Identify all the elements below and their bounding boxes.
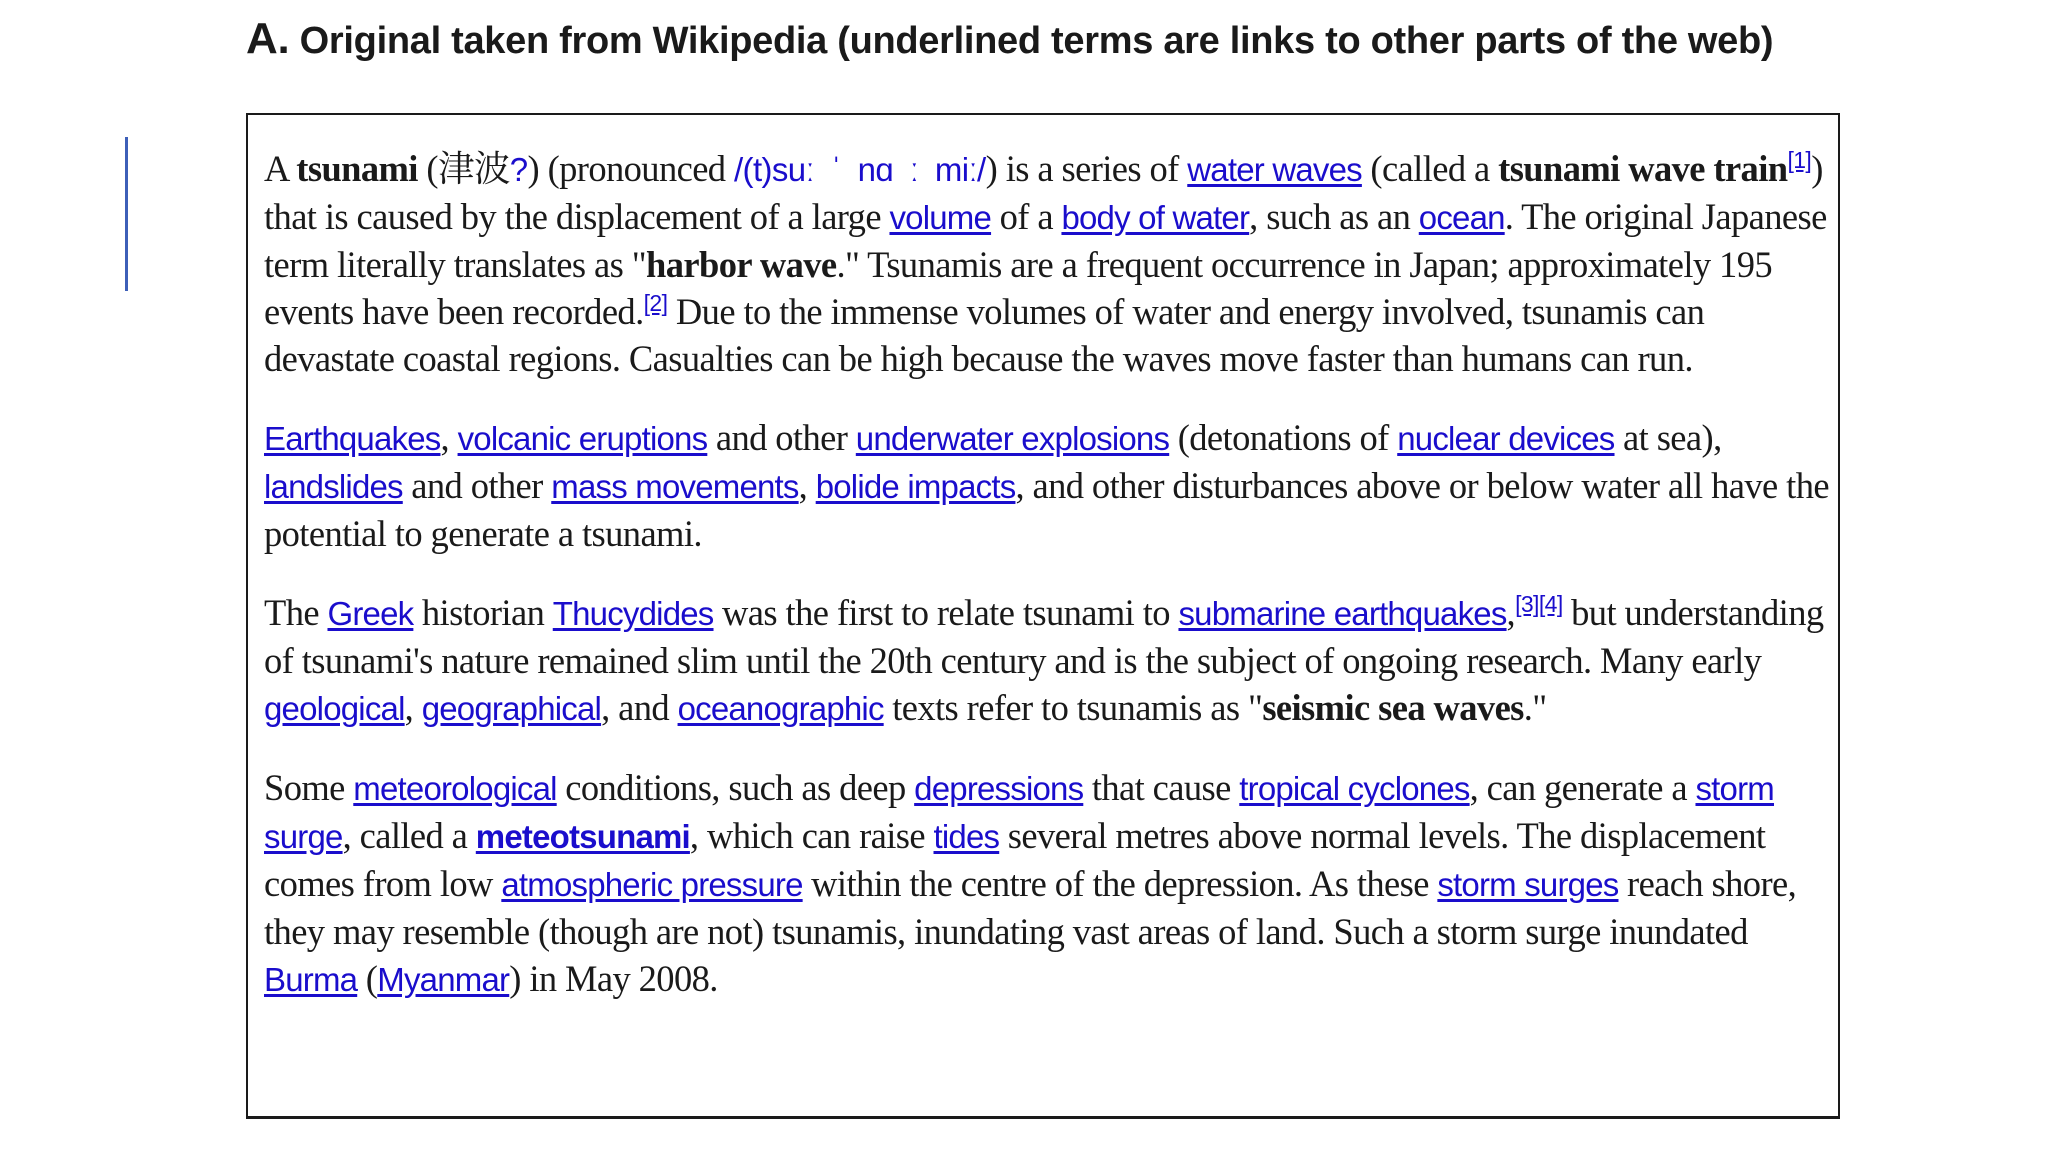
bold-term: harbor wave <box>646 244 837 285</box>
text: , and <box>601 687 678 728</box>
paragraph-2 <box>264 414 1829 557</box>
text: reach shore, they may resemble (though are not) tsunamis, inundating vast areas of land. Such a storm surge inundated <box>264 863 1797 952</box>
text: . The original Japanese term literally translates as " <box>264 196 1827 285</box>
text: but understanding of tsunami's nature remained slim until the 20th century and is the subject of ongoing research. Many early <box>264 592 1824 681</box>
text: (called a <box>1361 148 1499 189</box>
text: (detonations of <box>1169 417 1398 458</box>
text: ) that is caused by the displacement of a large <box>264 148 1823 237</box>
text: , <box>404 687 422 728</box>
text: , and other disturbances above or below water all have the potential to generate a tsunami. <box>264 465 1829 554</box>
link-thucydides[interactable]: Thucydides <box>552 595 714 632</box>
link-submarine-earthquakes[interactable]: submarine earthquakes <box>1178 595 1507 632</box>
text: ) (pronounced <box>527 148 734 189</box>
text: , <box>1506 592 1516 633</box>
link-nuclear-devices[interactable]: nuclear devices <box>1397 420 1615 457</box>
section-title-text: Original taken from Wikipedia (underlined terms are links to other parts of the web) <box>299 20 1774 62</box>
text: Due to the immense volumes of water and energy involved, tsunamis can devastate coastal regions. Casualties can be high because the waves move faster than humans can run. <box>264 291 1705 379</box>
text: and other <box>707 417 856 458</box>
reference-link[interactable]: [1] <box>1787 146 1812 173</box>
ipa-pronunciation-link[interactable]: /(t)suː ˈ nɑ ː miː/ <box>733 151 986 188</box>
bold-term: tsunami <box>296 148 418 189</box>
text: and other <box>402 465 552 506</box>
text: at sea), <box>1614 417 1722 458</box>
text: ." Tsunamis are a frequent occurrence in Japan; approximately 195 events have been recorded. <box>264 244 1772 332</box>
link-depressions[interactable]: depressions <box>914 770 1084 807</box>
link-volcanic-eruptions[interactable]: volcanic eruptions <box>457 420 708 457</box>
text: The <box>264 592 328 633</box>
paragraph-3 <box>264 589 1829 732</box>
link-water-waves[interactable]: water waves <box>1187 151 1362 188</box>
text: , such as an <box>1249 196 1419 237</box>
link-volume[interactable]: volume <box>889 199 992 236</box>
text: ." <box>1523 687 1547 728</box>
bold-term: seismic sea waves <box>1262 687 1524 728</box>
link-ocean[interactable]: ocean <box>1418 199 1505 236</box>
section-letter: A. <box>246 14 290 63</box>
link-landslides[interactable]: landslides <box>264 468 403 505</box>
text: within the centre of the depression. As these <box>802 863 1438 904</box>
link-atmospheric-pressure[interactable]: atmospheric pressure <box>501 866 803 903</box>
link-storm-surges[interactable]: storm surges <box>1437 866 1619 903</box>
text: , which can raise <box>689 815 934 856</box>
text: ( <box>357 958 378 999</box>
link-geological[interactable]: geological <box>264 690 405 727</box>
text: that cause <box>1083 767 1240 808</box>
text: Some <box>264 767 354 808</box>
link-underwater-explosions[interactable]: underwater explosions <box>855 420 1170 457</box>
reference-link[interactable]: [3][4] <box>1515 590 1563 617</box>
link-mass-movements[interactable]: mass movements <box>551 468 799 505</box>
link-geographical[interactable]: geographical <box>421 690 602 727</box>
reference-link[interactable]: [2] <box>643 289 668 316</box>
text: , can generate a <box>1469 767 1696 808</box>
text: conditions, such as deep <box>556 767 915 808</box>
paragraph-1 <box>264 145 1829 382</box>
link-meteotsunami[interactable]: meteotsunami <box>475 818 690 855</box>
link-burma[interactable]: Burma <box>264 961 358 998</box>
text: ) is a series of <box>985 148 1188 189</box>
paragraph-4 <box>264 764 1829 1003</box>
text: several metres above normal levels. The displacement comes from low <box>264 815 1766 904</box>
text: , called a <box>342 815 476 856</box>
text: historian <box>413 592 553 633</box>
article-box <box>246 113 1840 1119</box>
text: , <box>440 417 458 458</box>
text: A <box>264 148 297 189</box>
link-oceanographic[interactable]: oceanographic <box>677 690 884 727</box>
link-meteorological[interactable]: meteorological <box>353 770 557 807</box>
text: texts refer to tsunamis as " <box>883 687 1263 728</box>
bold-term: tsunami wave train <box>1498 148 1788 189</box>
kanji-text: 津波 <box>437 148 510 189</box>
link-earthquakes[interactable]: Earthquakes <box>264 420 441 457</box>
text: ( <box>417 148 438 189</box>
text-cursor-bar <box>125 137 128 291</box>
help-link[interactable]: ? <box>509 151 528 188</box>
text: was the first to relate tsunami to <box>713 592 1179 633</box>
link-tides[interactable]: tides <box>933 818 1000 855</box>
text: of a <box>991 196 1062 237</box>
article-text <box>264 145 1829 1035</box>
page-title <box>246 14 1773 64</box>
text: ) in May 2008. <box>509 958 718 999</box>
link-greek[interactable]: Greek <box>327 595 414 632</box>
link-myanmar[interactable]: Myanmar <box>377 961 510 998</box>
link-tropical-cyclones[interactable]: tropical cyclones <box>1239 770 1470 807</box>
link-body-of-water[interactable]: body of water <box>1061 199 1250 236</box>
link-storm-surge[interactable]: storm surge <box>264 770 1774 855</box>
link-bolide-impacts[interactable]: bolide impacts <box>815 468 1016 505</box>
text: , <box>798 465 816 506</box>
